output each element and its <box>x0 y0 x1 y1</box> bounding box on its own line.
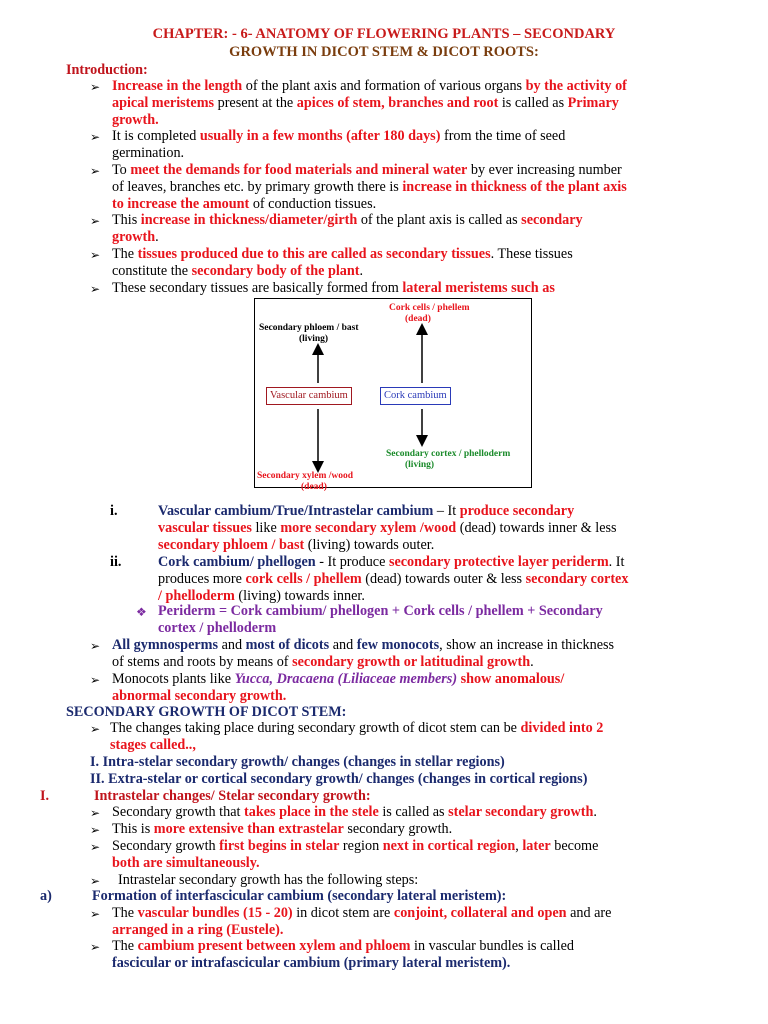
part-a-heading: Formation of interfascicular cambium (secondary lateral meristem): <box>92 888 507 904</box>
diamond-bullet-icon: ❖ <box>136 605 147 619</box>
intro-bullet-1-line3: growth. <box>112 112 159 128</box>
bullet-arrow-icon: ➢ <box>90 80 101 94</box>
stages-bullet: The changes taking place during secondary growth of dicot stem can be divided into 2 <box>110 720 604 736</box>
list-num-ii: ii. <box>110 554 122 570</box>
list-item-i: Vascular cambium/True/Intrastelar cambium – It produce secondary <box>158 503 575 519</box>
gymnosperm-bullet-line2: of stems and roots by means of secondary growth or latitudinal growth. <box>112 654 534 670</box>
periderm-line2: cortex / phelloderm <box>158 620 277 636</box>
stelar-bullet-2: This is more extensive than extrastelar secondary growth. <box>112 821 453 837</box>
intro-bullet-3: To meet the demands for food materials and mineral water by ever increasing number <box>112 162 622 178</box>
intro-heading: Introduction: <box>66 62 148 78</box>
intro-bullet-2: It is completed usually in a few months (after 180 days) from the time of seed <box>112 128 566 144</box>
stelar-bullet-3: Secondary growth first begins in stelar region next in cortical region, later become <box>112 838 599 854</box>
monocot-bullet-line2: abnormal secondary growth. <box>112 688 287 704</box>
monocot-bullet: Monocots plants like Yucca, Dracaena (Liliaceae members) show anomalous/ <box>112 671 565 687</box>
bullet-arrow-icon: ➢ <box>90 214 101 228</box>
gymnosperm-bullet: All gymnosperms and most of dicots and few monocots, show an increase in thickness <box>112 637 615 653</box>
bundle-bullet-2-line2: fascicular or intrafascicular cambium (primary lateral meristem). <box>112 955 511 971</box>
bullet-arrow-icon: ➢ <box>90 639 101 653</box>
list-item-i-line3: secondary phloem / bast (living) towards outer. <box>158 537 435 553</box>
stelar-bullet-4: Intrastelar secondary growth has the following steps: <box>118 872 419 888</box>
intro-bullet-1: Increase in the length of the plant axis and formation of various organs by the activity of <box>112 78 627 94</box>
intro-bullet-1-line2: apical meristems present at the apices of stem, branches and root is called as Primary <box>112 95 619 111</box>
page-title: CHAPTER: - 6- ANATOMY OF FLOWERING PLANTS – SECONDARY <box>152 26 616 42</box>
list-item-ii-line2: produces more cork cells / phellem (dead) towards outer & less secondary cortex <box>158 571 629 587</box>
part-1-heading: Intrastelar changes/ Stelar secondary growth: <box>94 788 371 804</box>
bullet-arrow-icon: ➢ <box>90 840 101 854</box>
bullet-arrow-icon: ➢ <box>90 940 101 954</box>
label-secondary-cortex: Secondary cortex / phelloderm <box>386 449 511 459</box>
label-cork-cells: Cork cells / phellem <box>389 303 470 313</box>
bullet-arrow-icon: ➢ <box>90 130 101 144</box>
intro-bullet-4: This increase in thickness/diameter/girth of the plant axis is called as secondary <box>112 212 583 228</box>
stage-1: I. Intra-stelar secondary growth/ changes (changes in stellar regions) <box>90 754 505 770</box>
bullet-arrow-icon: ➢ <box>90 164 101 178</box>
list-item-ii: Cork cambium/ phellogen - It produce secondary protective layer periderm. It <box>158 554 625 570</box>
section-heading-dicot-stem: SECONDARY GROWTH OF DICOT STEM: <box>66 704 347 720</box>
intro-bullet-5-line2: constitute the secondary body of the plant. <box>112 263 364 279</box>
stages-bullet-line2: stages called.., <box>110 737 196 753</box>
bullet-arrow-icon: ➢ <box>90 806 101 820</box>
intro-bullet-3-line2: of leaves, branches etc. by primary growth there is increase in thickness of the plant axis <box>112 179 627 195</box>
stage-2: II. Extra-stelar or cortical secondary growth/ changes (changes in cortical regions) <box>90 771 588 787</box>
intro-bullet-5: The tissues produced due to this are called as secondary tissues. These tissues <box>112 246 573 262</box>
bullet-arrow-icon: ➢ <box>90 823 101 837</box>
label-secondary-xylem: Secondary xylem /wood <box>257 471 354 481</box>
intro-bullet-6: These secondary tissues are basically formed from lateral meristems such as <box>112 280 555 296</box>
part-a-num: a) <box>40 888 52 904</box>
stelar-bullet-3-line2: both are simultaneously. <box>112 855 260 871</box>
bullet-arrow-icon: ➢ <box>90 722 101 736</box>
bullet-arrow-icon: ➢ <box>90 282 101 296</box>
intro-bullet-2-line2: germination. <box>112 145 185 161</box>
label-secondary-xylem-state: (dead) <box>301 482 327 492</box>
label-secondary-phloem: Secondary phloem / bast <box>259 323 359 333</box>
bundle-bullet-1-line2: arranged in a ring (Eustele). <box>112 922 284 938</box>
bullet-arrow-icon: ➢ <box>90 907 101 921</box>
page-subtitle: GROWTH IN DICOT STEM & DICOT ROOTS: <box>229 44 539 60</box>
list-num-i: i. <box>110 503 118 519</box>
meristem-diagram <box>254 298 532 492</box>
bullet-arrow-icon: ➢ <box>90 874 101 888</box>
bundle-bullet-2: The cambium present between xylem and phloem in vascular bundles is called <box>112 938 574 954</box>
label-secondary-cortex-state: (living) <box>405 460 435 470</box>
bullet-arrow-icon: ➢ <box>90 673 101 687</box>
cork-cambium-box: Cork cambium <box>380 387 451 405</box>
vascular-cambium-box: Vascular cambium <box>266 387 352 405</box>
label-cork-cells-state: (dead) <box>405 314 431 324</box>
bullet-arrow-icon: ➢ <box>90 248 101 262</box>
list-item-ii-line3: / phelloderm (living) towards inner. <box>158 588 365 604</box>
intro-bullet-3-line3: to increase the amount of conduction tissues. <box>112 196 377 212</box>
part-1-num: I. <box>40 788 50 804</box>
intro-bullet-4-line2: growth. <box>112 229 159 245</box>
stelar-bullet-1: Secondary growth that takes place in the stele is called as stelar secondary growth. <box>112 804 597 820</box>
list-item-i-line2: vascular tissues like more secondary xylem /wood (dead) towards inner & less <box>158 520 617 536</box>
periderm-line: Periderm = Cork cambium/ phellogen + Cork cells / phellem + Secondary <box>158 603 603 619</box>
bundle-bullet-1: The vascular bundles (15 - 20) in dicot stem are conjoint, collateral and open and are <box>112 905 612 921</box>
label-secondary-phloem-state: (living) <box>299 334 329 344</box>
